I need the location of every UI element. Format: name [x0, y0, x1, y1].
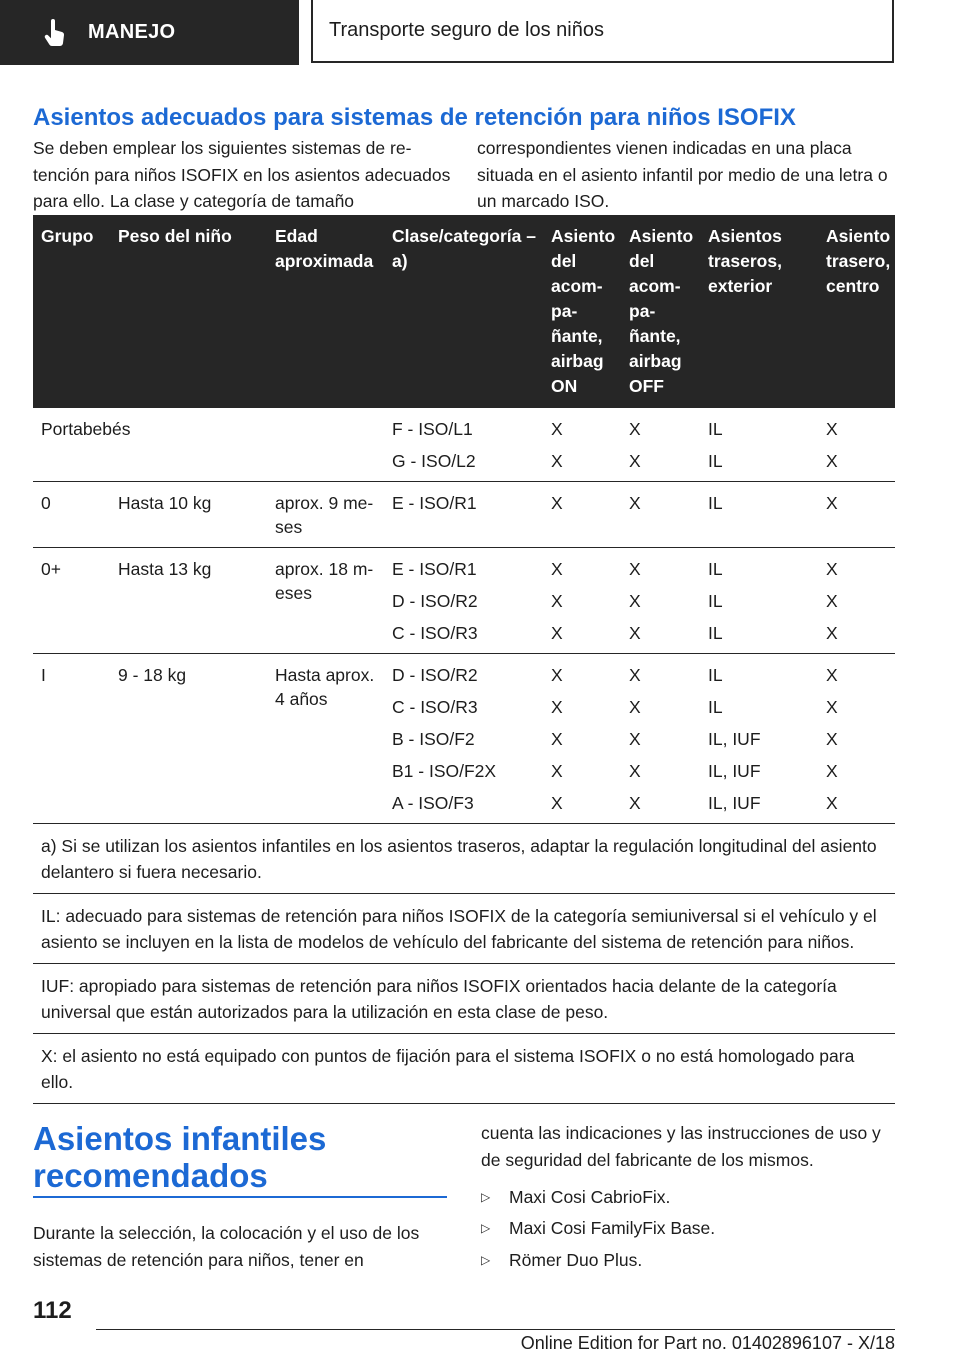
airbag-on-value: X: [551, 419, 563, 439]
cell-airbag-off: [621, 654, 700, 824]
list-item-label: Römer Duo Plus.: [509, 1249, 643, 1270]
rear-outer-value: IL: [708, 493, 723, 513]
list-item: [481, 1244, 895, 1276]
table-note: IUF: apropiado para sistemas de retención para niños ISOFIX orientados hacia delante de la categoría universal que están autorizados para la utilización en esta clase de peso.: [33, 964, 895, 1034]
cell-rear-center: [818, 408, 895, 482]
hand-pointer-icon: [44, 19, 66, 47]
rear-center-value: X: [826, 451, 838, 471]
cell-airbag-off: [621, 482, 700, 548]
airbag-off-value: X: [629, 665, 641, 685]
airbag-off-value: X: [629, 559, 641, 579]
cell-group: I: [33, 654, 110, 824]
airbag-on-value: X: [551, 793, 563, 813]
chapter-title: Transporte seguro de los niños: [329, 19, 604, 41]
airbag-off-value: X: [629, 419, 641, 439]
rear-center-value: X: [826, 761, 838, 781]
rear-outer-value: IL, IUF: [708, 761, 761, 781]
cell-weight: Hasta 13 kg: [110, 548, 267, 654]
rear-center-value: X: [826, 559, 838, 579]
rear-center-value: X: [826, 591, 838, 611]
cell-class: [384, 408, 543, 482]
cell-class: [384, 482, 543, 548]
rear-center-value: X: [826, 493, 838, 513]
cell-group: Portabebés: [33, 408, 110, 482]
cell-group: 0+: [33, 548, 110, 654]
class-value: B1 - ISO/F2X: [392, 761, 497, 781]
airbag-off-value: X: [629, 793, 641, 813]
recommended-right-text: cuenta las indicaciones y las instrucciones de uso y de seguridad del fabricante de los mismos.: [481, 1123, 881, 1170]
airbag-on-value: X: [551, 559, 563, 579]
cell-airbag-on: [543, 654, 621, 824]
rear-center-value: X: [826, 697, 838, 717]
class-value: C - ISO/R3: [392, 697, 478, 717]
recommended-seat-list: [481, 1181, 895, 1276]
triangle-right-icon: ▷: [481, 1221, 491, 1235]
col-header: Peso del niño: [110, 215, 267, 408]
intro-right-column: correspondientes vienen indicadas en una placa situada en el asiento infantil por medio de una letra o un marcado ISO.: [477, 138, 888, 211]
table-note: IL: adecuado para sistemas de retención para niños ISOFIX de la categoría semiuniversal si el vehículo y el asiento se incluyen en la lista de modelos de vehículo del fabricante del sistema de retención para niños.: [33, 894, 895, 964]
cell-age: [267, 408, 384, 482]
cell-airbag-off: [621, 408, 700, 482]
rear-center-value: X: [826, 729, 838, 749]
section-heading-isofix: Asientos adecuados para sistemas de retención para niños ISOFIX: [33, 104, 796, 131]
cell-rear-outer: [700, 548, 818, 654]
section-tab: [0, 0, 299, 65]
table-header-row: [33, 215, 895, 408]
airbag-on-value: X: [551, 729, 563, 749]
table-note-row: [33, 1034, 895, 1104]
rear-center-value: X: [826, 419, 838, 439]
table-row: [33, 408, 895, 482]
cell-class: [384, 654, 543, 824]
table-note-row: [33, 824, 895, 894]
class-value: E - ISO/R1: [392, 493, 477, 513]
airbag-on-value: X: [551, 697, 563, 717]
col-header: Grupo: [33, 215, 110, 408]
cell-rear-center: [818, 548, 895, 654]
intro-left-column: Se deben emplear los siguientes sistemas de retención para niños ISOFIX en los asientos adecuados para ello. La clase y categoría de tamaño: [33, 138, 451, 211]
airbag-on-value: X: [551, 451, 563, 471]
airbag-off-value: X: [629, 761, 641, 781]
cell-age: Hasta aprox. 4 años: [267, 654, 384, 824]
recommended-right-column: [481, 1120, 895, 1276]
col-header: Asiento trasero, centro: [818, 215, 895, 408]
airbag-off-value: X: [629, 493, 641, 513]
rear-outer-value: IL, IUF: [708, 793, 761, 813]
airbag-on-value: X: [551, 623, 563, 643]
airbag-off-value: X: [629, 697, 641, 717]
class-value: F - ISO/L1: [392, 419, 473, 439]
rear-outer-value: IL, IUF: [708, 729, 761, 749]
cell-rear-outer: [700, 482, 818, 548]
cell-weight: 9 - 18 kg: [110, 654, 267, 824]
col-header: Asiento del acompañante, airbag ON: [543, 215, 621, 408]
airbag-on-value: X: [551, 493, 563, 513]
rear-outer-value: IL: [708, 559, 723, 579]
chapter-tab: [311, 0, 894, 63]
col-header: Clase/categoría – a): [384, 215, 543, 408]
section-heading-recommended: Asientos infantiles recomendados: [33, 1120, 327, 1194]
rear-center-value: X: [826, 665, 838, 685]
list-item-label: Maxi Cosi CabrioFix.: [509, 1186, 671, 1207]
list-item: [481, 1213, 895, 1245]
isofix-table: [33, 215, 895, 1104]
airbag-off-value: X: [629, 729, 641, 749]
airbag-off-value: X: [629, 623, 641, 643]
col-header: Edad aproximada: [267, 215, 384, 408]
cell-airbag-on: [543, 548, 621, 654]
rear-center-value: X: [826, 793, 838, 813]
cell-airbag-on: [543, 408, 621, 482]
airbag-on-value: X: [551, 665, 563, 685]
class-value: D - ISO/R2: [392, 665, 478, 685]
rear-center-value: X: [826, 623, 838, 643]
section-label: MANEJO: [88, 21, 176, 43]
cell-airbag-on: [543, 482, 621, 548]
cell-airbag-off: [621, 548, 700, 654]
rear-outer-value: IL: [708, 419, 723, 439]
cell-class: [384, 548, 543, 654]
table-note-row: [33, 964, 895, 1034]
recommended-left-text: Durante la selección, la colocación y el uso de los sistemas de retención para niños, tener en: [33, 1223, 420, 1270]
table-note: X: el asiento no está equipado con puntos de fijación para el sistema ISOFIX o no está homologado para ello.: [33, 1034, 895, 1104]
triangle-right-icon: ▷: [481, 1252, 491, 1267]
col-header: Asientos traseros, exterior: [700, 215, 818, 408]
cell-group: 0: [33, 482, 110, 548]
rear-outer-value: IL: [708, 623, 723, 643]
class-value: A - ISO/F3: [392, 793, 474, 813]
class-value: C - ISO/R3: [392, 623, 478, 643]
class-value: G - ISO/L2: [392, 451, 476, 471]
class-value: D - ISO/R2: [392, 591, 478, 611]
table-row: [33, 548, 895, 654]
col-header: Asiento del acompañante, airbag OFF: [621, 215, 700, 408]
class-value: E - ISO/R1: [392, 559, 477, 579]
cell-rear-center: [818, 654, 895, 824]
table-note-row: [33, 894, 895, 964]
list-item: [481, 1181, 895, 1213]
airbag-on-value: X: [551, 761, 563, 781]
triangle-right-icon: ▷: [481, 1189, 491, 1204]
page-number: 112: [33, 1297, 72, 1324]
airbag-off-value: X: [629, 591, 641, 611]
class-value: B - ISO/F2: [392, 729, 475, 749]
intro-text: [33, 135, 895, 215]
edition-footer: Online Edition for Part no. 01402896107 - X/18: [520, 1333, 895, 1353]
cell-rear-outer: [700, 408, 818, 482]
table-row: [33, 482, 895, 548]
heading-rule: [33, 1196, 447, 1198]
rear-outer-value: IL: [708, 665, 723, 685]
footer-rule: [96, 1329, 895, 1330]
table-row: [33, 654, 895, 824]
list-item-label: Maxi Cosi FamilyFix Base.: [509, 1218, 716, 1238]
rear-outer-value: IL: [708, 591, 723, 611]
cell-weight: [110, 408, 267, 482]
cell-age: aprox. 9 meses: [267, 482, 384, 548]
rear-outer-value: IL: [708, 451, 723, 471]
cell-rear-outer: [700, 654, 818, 824]
table-note: a) Si se utilizan los asientos infantiles en los asientos traseros, adaptar la regulación longitudinal del asiento delantero si fuera necesario.: [33, 824, 895, 894]
cell-age: aprox. 18 meses: [267, 548, 384, 654]
airbag-off-value: X: [629, 451, 641, 471]
cell-weight: Hasta 10 kg: [110, 482, 267, 548]
airbag-on-value: X: [551, 591, 563, 611]
cell-rear-center: [818, 482, 895, 548]
rear-outer-value: IL: [708, 697, 723, 717]
